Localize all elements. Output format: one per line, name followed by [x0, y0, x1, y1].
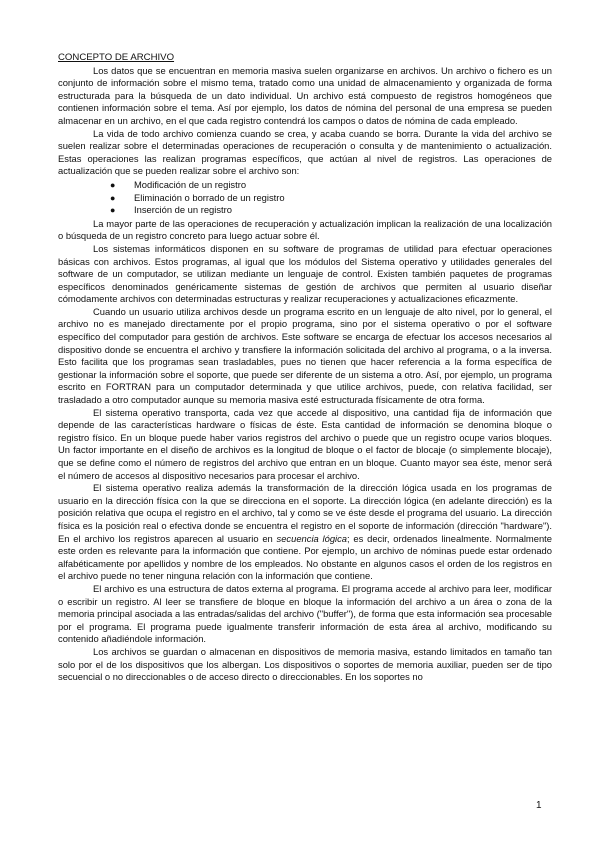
list-item-label: Inserción de un registro — [134, 204, 232, 216]
list-item — [110, 204, 552, 217]
update-operations-list — [58, 179, 552, 217]
paragraph-4: Los sistemas informáticos disponen en su software de programas de utilidad para efectuar operaciones básicas con archivos. Estos programas, al igual que los módulos del Sistema operativo y utilidades generales del software de un computador, se utilizan mediante un lenguaje de control. Existen también paquetes de programas específicos denominados genéricamente sistemas de gestión de archivos que permiten al usuario diseñar cómodamente archivos con determinadas estructuras y realizar recuperaciones y actualizaciones eficazmente. — [58, 242, 552, 305]
bullet-icon: ● — [110, 192, 116, 203]
document-body — [58, 52, 552, 684]
paragraph-9: Los archivos se guardan o almacenan en dispositivos de memoria masiva, estando limitados en tamaño tan solo por el de los dispositivos que los albergan. Los dispositivos o soportes de memoria auxiliar, pueden ser de tipo secuencial o no direccionables o de acceso directo o direccionables. En los soportes no — [58, 645, 552, 683]
bullet-icon: ● — [110, 179, 116, 190]
section-heading: CONCEPTO DE ARCHIVO — [58, 52, 175, 63]
bullet-icon: ● — [110, 205, 116, 216]
page-number: 1 — [536, 800, 542, 811]
paragraph-7-part-1: El sistema operativo realiza además la transformación de la dirección lógica usada en los programas de usuario en la dirección física con la que se direcciona en el soporte. La dirección lógica (en adelante dirección) es la posición relativa que ocupa el registro en el archivo, tal y como se ve éste desde el programa del usuario. La dirección física es la posición real o efectiva donde se encuentra el registro en el soporte de información (dirección "hardware"). En el archivo los registros aparecen al usuario en — [58, 482, 552, 544]
paragraph-5: Cuando un usuario utiliza archivos desde un programa escrito en un lenguaje de alto nivel, por lo general, el archivo no es manejado directamente por el propio programa, sino por el sistema operativo o por el software específico del computador para gestión de archivos. Este software se encarga de efectuar los accesos necesarios al dispositivo donde se encuentra el archivo y transfiere la información solicitada del archivo al programa, o a la inversa. Esto facilita que los programas sean trasladables, pues no tienen que hacer referencia a la forma específica de gestionar la información sobre el soporte, que puede ser diferente de un sistema a otro. Así, por ejemplo, un programa escrito en FORTRAN para un computador determinada y que utilice archivos, puede, con relativa facilidad, ser trasladado a otro computador aunque su memoria masiva esté estructurada físicamente de otra forma. — [58, 305, 552, 406]
list-item — [110, 178, 552, 192]
paragraph-1: Los datos que se encuentran en memoria masiva suelen organizarse en archivos. Un archivo o fichero es un conjunto de información sobre el mismo tema, tratado como una unidad de almacenamiento y organizada de forma estructurada para la búsqueda de un dato individual. Un archivo está compuesto de registros homogéneos que contienen información sobre el tema. Así por ejemplo, los datos de nómina del personal de una empresa se pueden almacenar en un archivo, en el que cada registro contendrá los campos o datos de nómina de cada empleado. — [58, 64, 552, 126]
paragraph-8: El archivo es una estructura de datos externa al programa. El programa accede al archivo para leer, modificar o escribir un registro. Al leer se transfiere de bloque en bloque la información del archivo a un área o zona de la memoria principal asociada a las entradas/salidas del archivo ("buffer"), de forma que esta información sea procesable por el programa. El programa puede igualmente transferir información de esta área al archivo, modificando su contenido añadiéndole información. — [58, 582, 552, 645]
paragraph-6: El sistema operativo transporta, cada vez que accede al dispositivo, una cantidad fija de información que depende de las características hardware o físicas de éste. Esta cantidad de información se denomina bloque o registro físico. En un bloque puede haber varios registros del archivo o puede que un registro ocupe varios bloques. Un factor importante en el diseño de archivos es la longitud de bloque o el factor de blocaje (o simplemente blocaje), que se define como el número de registros del archivo que entran en un bloque. Cuanto mayor sea éste, menor será el número de accesos al dispositivo necesarios para procesar el archivo. — [58, 406, 552, 481]
list-item-label: Modificación de un registro — [134, 178, 247, 190]
paragraph-7-part-2: ; es decir, ordenados linealmente. Normalmente este orden es relevante para la información que contiene. Por ejemplo, un archivo de nóminas puede estar ordenado alfabéticamente por apellidos y nombre de los empleados. No obstante en algunos casos el orden de los registros en el archivo puede no tener ninguna relación con la información que contiene. — [58, 532, 552, 582]
emphasis-text: secuencia lógica — [276, 532, 348, 544]
paragraph-2: La vida de todo archivo comienza cuando se crea, y acaba cuando se borra. Durante la vida del archivo se suelen realizar sobre el determinadas operaciones de recuperación o consulta y de mantenimiento o actualización. Estas operaciones las realizan programas específicos, que actúan al nivel de registros. Las operaciones de actualización que se pueden realizar sobre el archivo son: — [58, 127, 552, 177]
paragraph-7 — [58, 482, 552, 583]
paragraph-3: La mayor parte de las operaciones de recuperación y actualización implican la realización de una localización o búsqueda de un registro concreto para luego actuar sobre él. — [58, 217, 552, 242]
list-item — [110, 191, 552, 205]
list-item-label: Eliminación o borrado de un registro — [134, 191, 285, 203]
